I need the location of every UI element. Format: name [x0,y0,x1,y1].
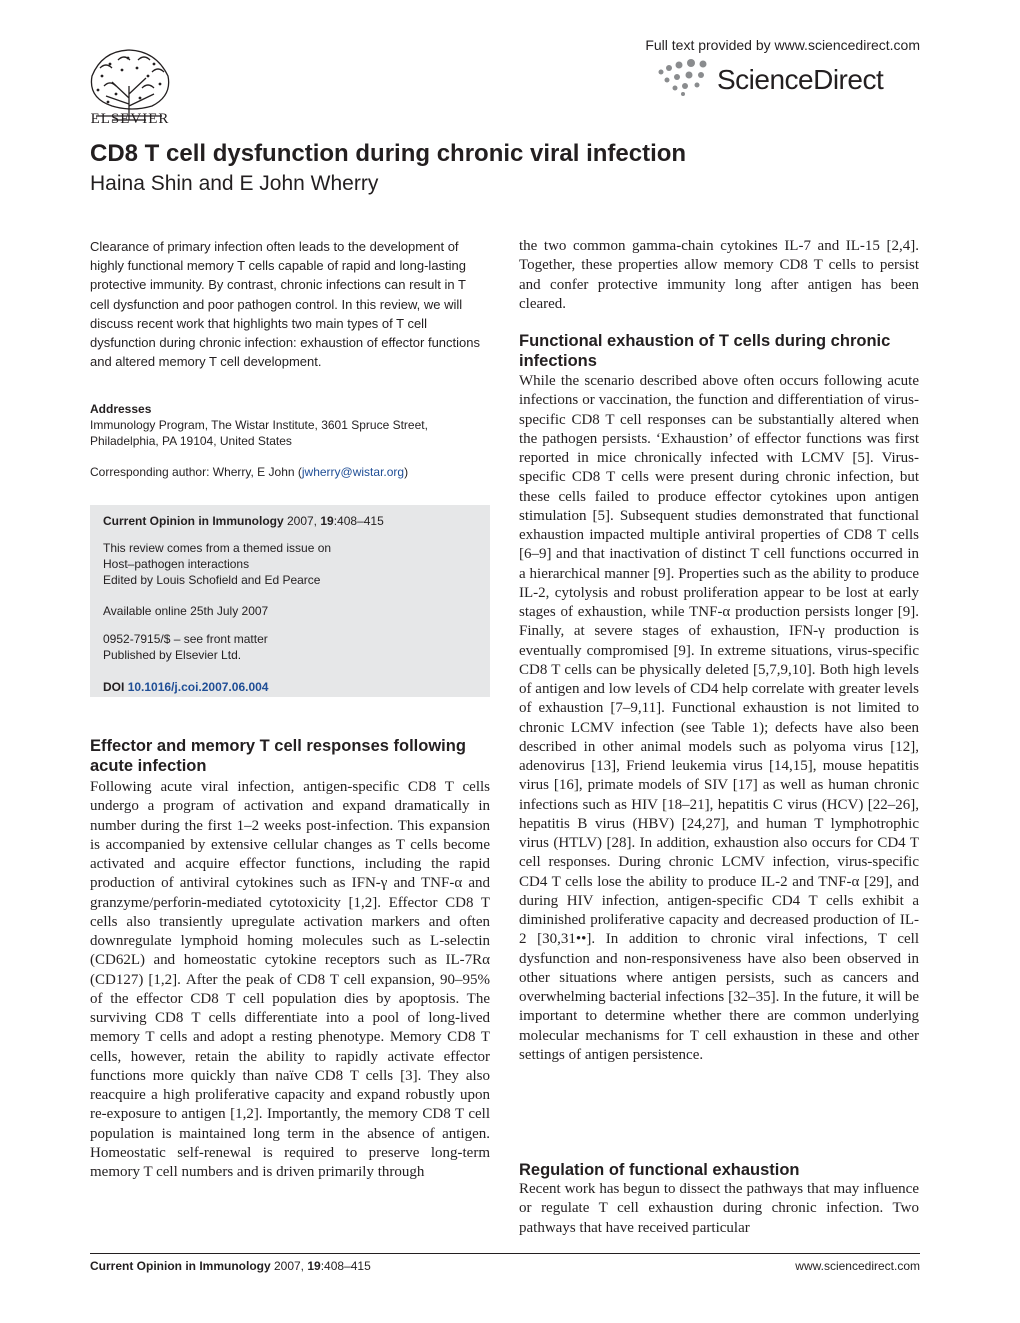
footer-journal: Current Opinion in Immunology [90,1259,271,1273]
footer-divider [90,1253,920,1254]
sciencedirect-dots-icon [655,58,717,98]
info-issn: 0952-7915/$ – see front matter [103,632,268,646]
corresponding-author [90,465,482,479]
info-publisher: Published by Elsevier Ltd. [103,648,242,662]
footer-volume: 19 [307,1259,321,1273]
doi-label: DOI [103,680,125,694]
info-available-online: Available online 25th July 2007 [103,604,269,618]
info-citation [103,513,384,529]
info-theme-name: Host–pathogen interactions [103,557,250,571]
addresses [90,417,482,449]
section-heading-functional-exhaustion: Functional exhaustion of T cells during chronic infections [519,332,891,370]
footer-citation [90,1259,371,1273]
address-line: Philadelphia, PA 19104, United States [90,434,292,448]
info-themed-line: This review comes from a themed issue on [103,541,332,555]
addresses-heading: Addresses [90,402,152,416]
corresponding-suffix: ) [404,465,409,479]
info-year: 2007, [283,514,321,528]
sciencedirect-logo [655,58,920,100]
body-paragraph-regulation: Recent work has begun to dissect the pathways that may influence or regulate T cell exhaustion during chronic infection. Two pathways that have received particular [519,1181,919,1236]
body-paragraph-effector: Following acute viral infection, antigen-specific CD8 T cells undergo a program of activation and expand dramatically in number during the first 1–2 weeks post-infection. This expansion is accompanied by extensive cellular changes as T cells become activated and acquire effector functions, including the rapid production of antiviral cytokines such as IFN-γ and TNF-α and granzyme/perforin-mediated cytotoxicity [1,2]. Effector CD8 T cells also transiently upregulate activation markers and often downregulate lymphoid homing molecules such as L-selectin (CD62L) and homeostatic cytokine receptors such as IL-7Rα (CD127) [1,2]. After the peak of CD8 T cell expansion, 90–95% of the effector CD8 T cell population dies by apoptosis. The surviving CD8 T cells differentiate into a pool of long-lived memory T cells and adopt a resting phenotype. Memory CD8 T cells, however, retain the ability to rapidly activate effector functions more quickly than naïve CD8 T cells [3]. They also reacquire a high proliferative capacity and expand robustly upon re-exposure to antigen [1,2]. Importantly, the memory CD8 T cell population is maintained long term in the absence of antigen. Homeostatic self-renewal is required to preserve long-term memory T cell numbers and is driven primarily through [90,779,490,1180]
article-title: CD8 T cell dysfunction during chronic viral infection [90,140,687,167]
info-pages: :408–415 [333,514,384,528]
body-paragraph-functional-exhaustion: While the scenario described above often occurs following acute infections or vaccination, the function and differentiation of virus-specific CD8 T cell responses can be substantially altered when the pathogen persists. ‘Exhaustion’ of effector functions was first reported in mice chronically infected with LCMV [5]. Virus-specific CD8 T cells were present during chronic infection, but these cells failed to produce effector cytokines upon antigen stimulation [5]. Subsequent studies demonstrated that functional exhaustion impacted multiple antiviral properties of CD8 T cells [6–9] and that inactivation of distinct T cell functions occurred in a hierarchical manner [9]. Properties such as the ability to produce IL-2, cytolysis and robust proliferation appear to be lost at early stages of exhaustion, while TNF-α production persists longer [9]. Finally, at severe stages of exhaustion, IFN-γ production is eventually compromised [9]. In extreme situations, virus-specific CD8 T cells can be physically deleted [5,7,9,10]. Both high levels of antigen and low levels of CD4 help correlate with greater levels of exhaustion [7–9,11]. Functional exhaustion is not limited to chronic LCMV infection (see Table 1); defects have also been described in other animal models such as polyoma virus [12], adenovirus [13], Friend leukemia virus [14,15], mouse hepatitis virus [16], primate models of SIV [17] as well as human chronic infections such as HIV [18–21], hepatitis C virus (HCV) [22–26], hepatitis B virus (HBV) [24,27], and human T lymphotrophic virus (HTLV) [28]. In addition, exhaustion also occurs for CD4 T cell responses. During chronic LCMV infection, virus-specific CD4 T cells lose the ability to produce IL-2 and TNF-α [29], and during HIV infection, antigen-specific CD4 T cells exhibit a diminished proliferative capacity and decreased production of IL-2 [30,31••]. In addition to chronic viral infections, T cell dysfunction and non-responsiveness have also been observed in other situations where antigen persists, such as cancers and overwhelming bacterial infections [32–35]. In the future, it will be important to determine whether there are common underlying molecular mechanisms for T cell exhaustion in these and other settings of antigen persistence. [519,373,919,1063]
info-doi [103,679,268,695]
body-paragraph-continuation: the two common gamma-chain cytokines IL-7 and IL-15 [2,4]. Together, these properties allow memory CD8 T cells to persist and confer protective immunity long after antigen has been cleared. [519,238,919,312]
info-volume: 19 [320,514,334,528]
footer-pages: :408–415 [320,1259,371,1273]
info-journal-name: Current Opinion in Immunology [103,514,284,528]
footer-url-link[interactable]: www.sciencedirect.com [795,1259,920,1273]
publisher-name: ELSEVIER [90,111,170,127]
section-heading-regulation: Regulation of functional exhaustion [519,1161,800,1179]
doi-link[interactable]: 10.1016/j.coi.2007.06.004 [127,680,269,694]
footer-year: 2007, [270,1259,308,1273]
abstract: Clearance of primary infection often leads to the development of highly functional memory T cells capable of rapid and long-lasting protective immunity. By contrast, chronic infections can result in T cell dysfunction and poor pathogen control. In this review, we will discuss recent work that highlights two main types of T cell dysfunction during chronic infection: exhaustion of effector functions and altered memory T cell development. [90,239,480,370]
article-info-box [90,505,490,697]
sciencedirect-wordmark: ScienceDirect [717,64,884,95]
address-line: Immunology Program, The Wistar Institute, 3601 Spruce Street, [90,418,428,432]
corresponding-email-link[interactable]: jwherry@wistar.org [301,465,405,479]
section-heading-effector: Effector and memory T cell responses following acute infection [90,737,466,775]
info-editors: Edited by Louis Schofield and Ed Pearce [103,573,321,587]
full-text-provider-line: Full text provided by www.sciencedirect.com [645,37,920,53]
article-authors: Haina Shin and E John Wherry [90,172,379,195]
corresponding-prefix: Corresponding author: Wherry, E John ( [90,465,302,479]
